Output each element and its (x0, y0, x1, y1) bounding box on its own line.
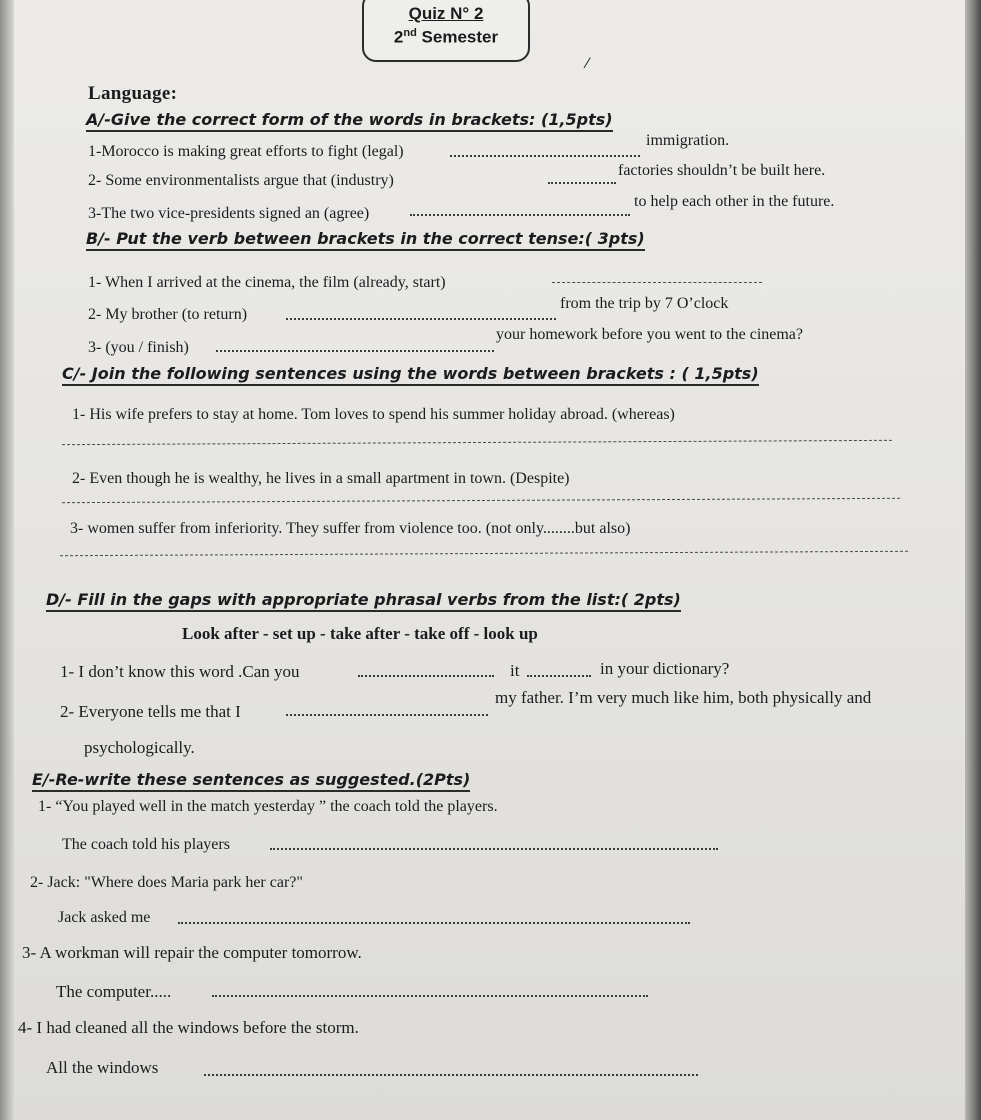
section-b-item-2-end: from the trip by 7 O’clock (560, 295, 729, 312)
section-e-item-2: 2- Jack: "Where does Maria park her car?" (30, 874, 303, 891)
answer-line[interactable] (62, 440, 892, 445)
section-e-item-4-answer-start: All the windows (46, 1058, 159, 1077)
answer-line[interactable] (60, 551, 908, 556)
semester-label: 2nd Semester (393, 27, 499, 47)
section-c-item-3: 3- women suffer from inferiority. They suffer from violence too. (not only........but also) (70, 520, 631, 537)
section-a-title: A/-Give the correct form of the words in brackets: (1,5pts) (86, 110, 613, 132)
language-heading: Language: (88, 83, 178, 104)
answer-line[interactable] (62, 498, 900, 503)
quiz-header-box (362, 0, 530, 62)
section-d-item-2: 2- Everyone tells me that I (60, 702, 241, 721)
section-d-item-2-end: my father. I’m very much like him, both physically and (495, 688, 872, 707)
section-b-item-1: 1- When I arrived at the cinema, the film (already, start) (88, 274, 446, 291)
section-e-title: E/-Re-write these sentences as suggested.(2Pts) (32, 770, 470, 792)
answer-blank[interactable] (286, 318, 556, 320)
section-d-item-2-cont: psychologically. (84, 738, 195, 757)
answer-blank[interactable] (552, 282, 762, 283)
section-a-item-1-end: immigration. (646, 132, 730, 149)
answer-blank[interactable] (178, 922, 690, 924)
phrasal-verb-list: Look after - set up - take after - take off - look up (182, 624, 538, 643)
answer-blank[interactable] (358, 675, 494, 677)
answer-blank[interactable] (450, 155, 640, 157)
section-b-item-3-end: your homework before you went to the cinema? (496, 326, 804, 343)
answer-blank[interactable] (548, 182, 616, 184)
section-c-item-2: 2- Even though he is wealthy, he lives in a small apartment in town. (Despite) (72, 470, 570, 487)
answer-blank[interactable] (204, 1074, 698, 1076)
section-d-item-1: 1- I don’t know this word .Can you (60, 662, 300, 681)
section-c-title: C/- Join the following sentences using the words between brackets : ( 1,5pts) (62, 364, 759, 386)
section-a-item-2-end: factories shouldn’t be built here. (618, 162, 826, 179)
section-e-item-2-answer-start: Jack asked me (58, 909, 151, 926)
section-b-item-2: 2- My brother (to return) (88, 306, 248, 323)
page-right-edge (965, 0, 981, 1120)
section-e-item-3: 3- A workman will repair the computer tomorrow. (22, 943, 362, 962)
section-d-title: D/- Fill in the gaps with appropriate phrasal verbs from the list:( 2pts) (46, 590, 681, 612)
answer-blank[interactable] (212, 995, 648, 997)
section-a-item-3-end: to help each other in the future. (634, 193, 835, 210)
answer-blank[interactable] (286, 714, 488, 716)
answer-blank[interactable] (527, 675, 591, 677)
section-e-item-3-answer-start: The computer..... (56, 982, 172, 1001)
section-e-item-1-answer-start: The coach told his players (62, 836, 230, 853)
page-left-edge (0, 0, 14, 1120)
section-a-item-1: 1-Morocco is making great efforts to fight (legal) (88, 143, 404, 160)
answer-blank[interactable] (216, 350, 494, 352)
answer-blank[interactable] (270, 848, 718, 850)
section-b-item-3: 3- (you / finish) (88, 339, 189, 356)
section-c-item-1: 1- His wife prefers to stay at home. Tom loves to spend his summer holiday abroad. (whereas) (72, 406, 675, 423)
section-a-item-3: 3-The two vice-presidents signed an (agree) (88, 205, 370, 222)
section-d-item-1-end: in your dictionary? (600, 659, 730, 678)
stray-pen-mark: ⁄ (586, 56, 589, 72)
answer-blank[interactable] (410, 214, 630, 216)
quiz-title: Quiz N° 2 (408, 4, 484, 23)
section-b-title: B/- Put the verb between brackets in the correct tense:( 3pts) (86, 229, 645, 248)
section-d-item-1-mid: it (510, 661, 520, 680)
section-e-item-1: 1- “You played well in the match yesterday ” the coach told the players. (38, 798, 498, 815)
section-a-item-2: 2- Some environmentalists argue that (industry) (88, 172, 394, 189)
section-e-item-4: 4- I had cleaned all the windows before the storm. (18, 1018, 359, 1037)
